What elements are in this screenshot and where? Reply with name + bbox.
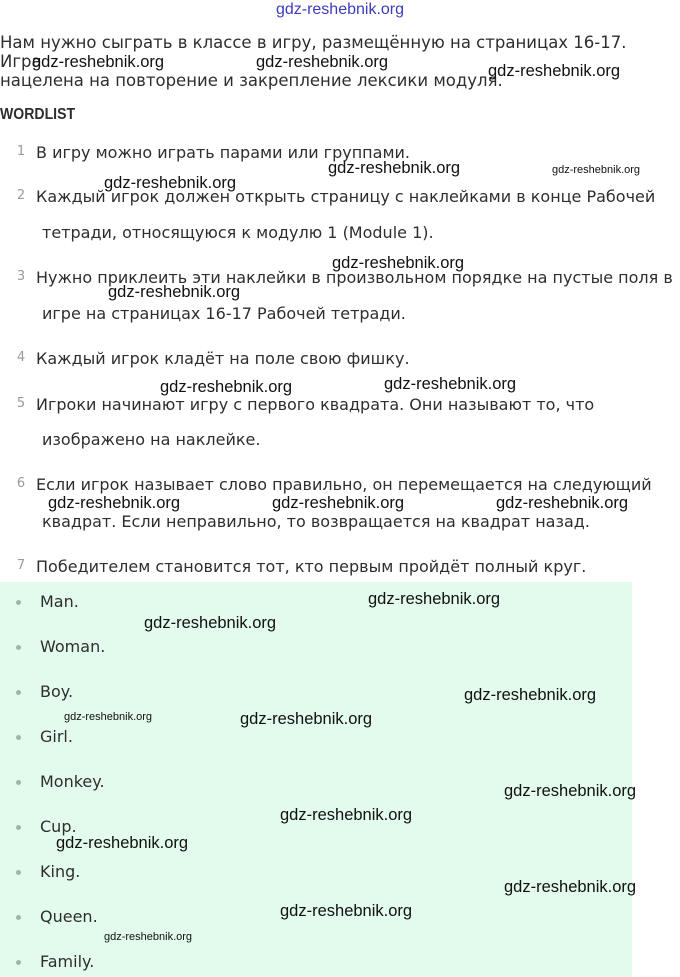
watermark: gdz-reshebnik.org bbox=[240, 710, 373, 728]
watermark: gdz-reshebnik.org bbox=[332, 254, 465, 272]
intro-line-1: Нам нужно сыграть в классе в игру, размещённую на страницах 16-17. Игра bbox=[0, 33, 627, 71]
bullet-icon bbox=[16, 960, 21, 965]
word-label: Woman. bbox=[40, 637, 106, 656]
watermark: gdz-reshebnik.org bbox=[464, 686, 597, 704]
step-number: 5 bbox=[16, 396, 26, 411]
watermark: gdz-reshebnik.org bbox=[256, 53, 389, 71]
step-text-line: Нужно приклеить эти наклейки в произвольном порядке на пустые поля в bbox=[36, 268, 673, 287]
watermark: gdz-reshebnik.org bbox=[496, 494, 629, 512]
watermark: gdz-reshebnik.org bbox=[56, 834, 189, 852]
step-text-line: квадрат. Если неправильно, то возвращается на квадрат назад. bbox=[42, 512, 590, 531]
watermark: gdz-reshebnik.org bbox=[64, 711, 153, 723]
watermark: gdz-reshebnik.org bbox=[48, 494, 181, 512]
bullet-icon bbox=[16, 870, 21, 875]
bullet-icon bbox=[16, 735, 21, 740]
bullet-icon bbox=[16, 600, 21, 605]
watermark: gdz-reshebnik.org bbox=[504, 782, 637, 800]
word-label: Family. bbox=[40, 952, 95, 971]
watermark: gdz-reshebnik.org bbox=[488, 62, 621, 80]
watermark: gdz-reshebnik.org bbox=[144, 614, 277, 632]
watermark: gdz-reshebnik.org bbox=[160, 378, 293, 396]
step-number: 4 bbox=[16, 350, 26, 365]
word-label: Boy. bbox=[40, 682, 74, 701]
intro-line-2: нацелена на повторение и закрепление лексики модуля. bbox=[0, 71, 503, 90]
word-label: King. bbox=[40, 862, 81, 881]
bullet-icon bbox=[16, 645, 21, 650]
list-item bbox=[0, 727, 632, 747]
step-number: 6 bbox=[16, 476, 26, 491]
list-item bbox=[0, 952, 632, 972]
step-number: 3 bbox=[16, 269, 26, 284]
watermark: gdz-reshebnik.org bbox=[32, 53, 165, 71]
step-text-line: Победителем становится тот, кто первым пройдёт полный круг. bbox=[36, 557, 587, 576]
word-label: Monkey. bbox=[40, 772, 105, 791]
watermark: gdz-reshebnik.org bbox=[368, 590, 501, 608]
watermark: gdz-reshebnik.org bbox=[104, 931, 193, 943]
step-text-line: Каждый игрок должен открыть страницу с наклейками в конце Рабочей bbox=[36, 187, 656, 206]
watermark: gdz-reshebnik.org bbox=[552, 164, 641, 176]
bullet-icon bbox=[16, 690, 21, 695]
word-label: Man. bbox=[40, 592, 79, 611]
watermark: gdz-reshebnik.org bbox=[108, 283, 241, 301]
step-text-line: изображено на наклейке. bbox=[42, 430, 261, 449]
list-item bbox=[0, 637, 632, 657]
watermark: gdz-reshebnik.org bbox=[328, 159, 461, 177]
step-text-line: Каждый игрок кладёт на поле свою фишку. bbox=[36, 349, 410, 368]
step-text-line: В игру можно играть парами или группами. bbox=[36, 143, 410, 162]
step-number: 1 bbox=[16, 144, 26, 159]
wordlist-heading: WORDLIST bbox=[0, 106, 76, 123]
word-label: Queen. bbox=[40, 907, 98, 926]
watermark: gdz-reshebnik.org bbox=[104, 174, 237, 192]
watermark: gdz-reshebnik.org bbox=[280, 806, 413, 824]
watermark: gdz-reshebnik.org bbox=[504, 878, 637, 896]
step-number: 7 bbox=[16, 558, 26, 573]
step-text-line: игре на страницах 16-17 Рабочей тетради. bbox=[42, 304, 406, 323]
word-label: Cup. bbox=[40, 817, 77, 836]
word-label: Girl. bbox=[40, 727, 73, 746]
step-text-line: Игроки начинают игру с первого квадрата. Они называют то, что bbox=[36, 395, 595, 414]
watermark: gdz-reshebnik.org bbox=[272, 494, 405, 512]
site-header-link[interactable]: gdz-reshebnik.org bbox=[275, 1, 405, 18]
watermark: gdz-reshebnik.org bbox=[280, 902, 413, 920]
bullet-icon bbox=[16, 915, 21, 920]
step-text-line: Если игрок называет слово правильно, он перемещается на следующий bbox=[36, 475, 652, 494]
list-item bbox=[0, 592, 632, 612]
bullet-icon bbox=[16, 780, 21, 785]
watermark: gdz-reshebnik.org bbox=[384, 375, 517, 393]
step-text-line: тетради, относящуюся к модулю 1 (Module 1). bbox=[42, 223, 434, 242]
step-number: 2 bbox=[16, 188, 26, 203]
bullet-icon bbox=[16, 825, 21, 830]
